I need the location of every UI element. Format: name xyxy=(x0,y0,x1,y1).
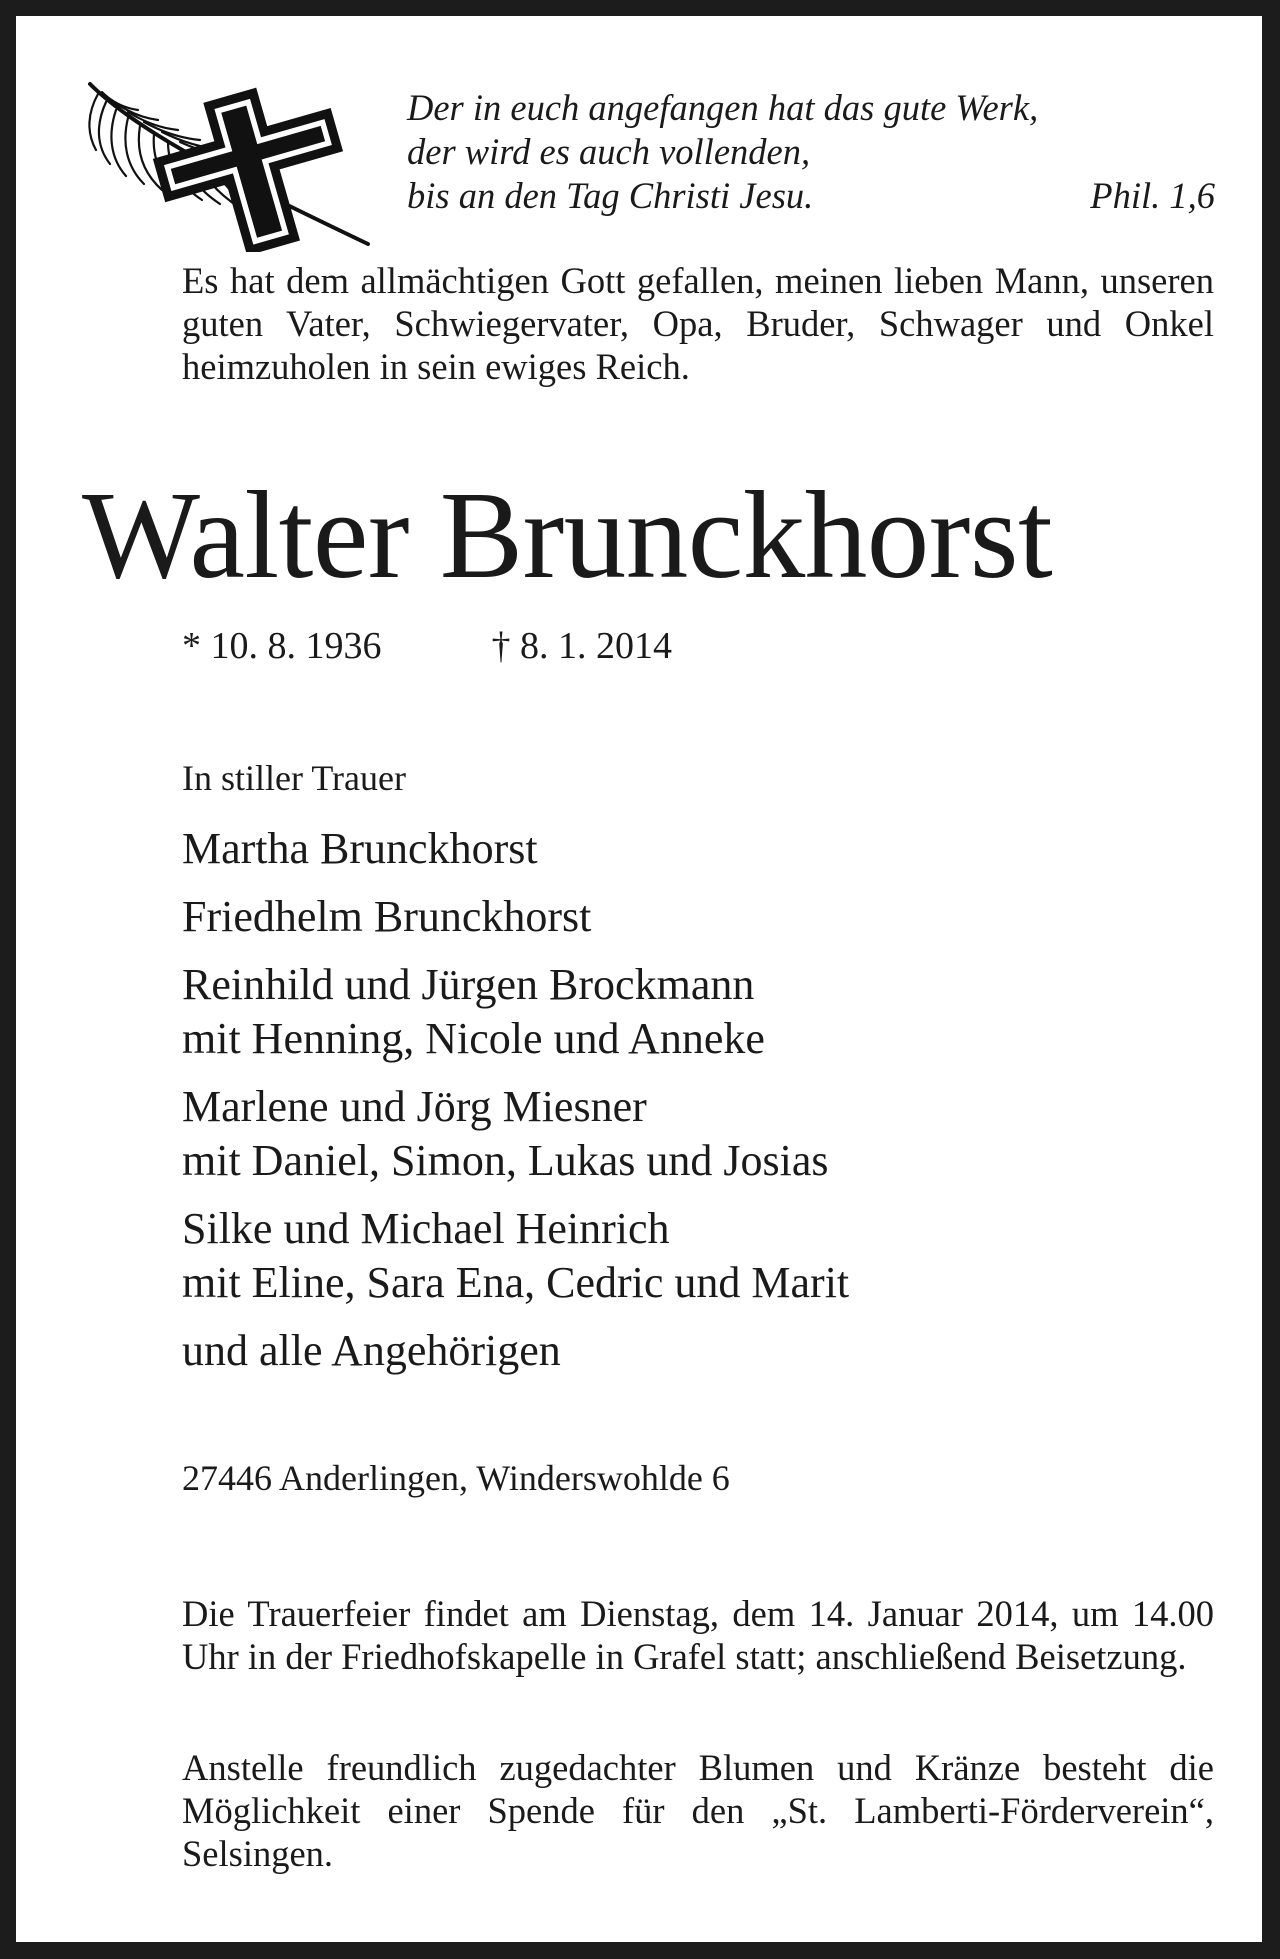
mourner-line: Martha Brunckhorst xyxy=(182,824,538,873)
birth-date: * 10. 8. 1936 xyxy=(182,625,382,667)
verse-line: der wird es auch vollenden, xyxy=(407,131,811,172)
bible-verse xyxy=(407,86,1215,218)
death-date: † 8. 1. 2014 xyxy=(491,625,672,667)
verse-line: Der in euch angefangen hat das gute Werk, xyxy=(407,87,1039,128)
mourning-label: In stiller Trauer xyxy=(182,758,406,798)
mourner-line: Reinhild und Jürgen Brockmann xyxy=(182,960,755,1009)
cross-with-palm-frond-icon xyxy=(78,72,388,252)
mourner-line: mit Henning, Nicole und Anneke xyxy=(182,1014,765,1063)
verse-line: bis an den Tag Christi Jesu. xyxy=(407,175,814,216)
mourner-line: Silke und Michael Heinrich xyxy=(182,1204,670,1253)
mourner-line: mit Eline, Sara Ena, Cedric und Marit xyxy=(182,1258,850,1307)
donation-info: Anstelle freundlich zugedachter Blumen und Kränze besteht die Möglichkeit einer Spende für den „St. Lamberti-Förderverein“, Selsingen. xyxy=(182,1747,1214,1874)
obituary-notice xyxy=(16,16,1262,1942)
family-address: 27446 Anderlingen, Winderswohlde 6 xyxy=(182,1458,730,1498)
mourners-list xyxy=(182,822,849,1378)
mourner-line: und alle Angehörigen xyxy=(182,1326,561,1375)
funeral-info: Die Trauerfeier findet am Dienstag, dem 14. Januar 2014, um 14.00 Uhr in der Friedhofskapelle in Grafel statt; anschließend Beisetzung. xyxy=(182,1593,1214,1677)
life-dates xyxy=(182,624,672,668)
deceased-name: Walter Brunckhorst xyxy=(82,467,1053,605)
mourner-line: Friedhelm Brunckhorst xyxy=(182,892,592,941)
mourner-line: Marlene und Jörg Miesner xyxy=(182,1082,647,1131)
verse-reference: Phil. 1,6 xyxy=(1090,175,1215,216)
intro-paragraph: Es hat dem allmächtigen Gott gefallen, meinen lieben Mann, unseren guten Vater, Schwiegervater, Opa, Bruder, Schwager und Onkel heimzuholen in sein ewiges Reich. xyxy=(182,260,1214,387)
mourner-line: mit Daniel, Simon, Lukas und Josias xyxy=(182,1136,829,1185)
